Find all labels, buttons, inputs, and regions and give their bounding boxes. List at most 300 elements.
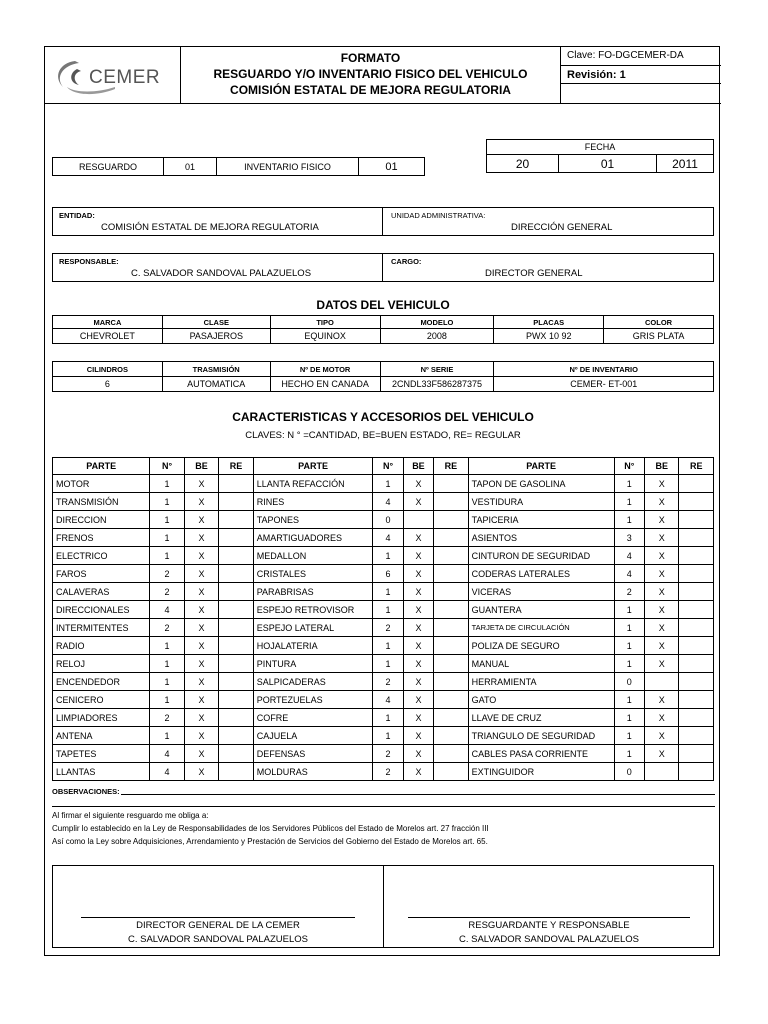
revision: Revisión: 1 xyxy=(561,66,721,85)
logo-area xyxy=(45,47,181,103)
accesorio-cell xyxy=(679,475,714,493)
accesorio-cell: 2 xyxy=(150,583,184,601)
accesorio-cell: X xyxy=(184,547,218,565)
accesorio-cell: 1 xyxy=(614,601,644,619)
table-row xyxy=(53,529,714,547)
accesorio-cell: X xyxy=(184,583,218,601)
accesorio-cell: 1 xyxy=(150,547,184,565)
accesorios-header-row xyxy=(53,458,714,475)
accesorio-cell xyxy=(219,655,253,673)
accesorio-cell xyxy=(434,673,468,691)
accesorio-cell: HOJALATERIA xyxy=(253,637,373,655)
accesorio-cell xyxy=(679,673,714,691)
signature-right-name: C. SALVADOR SANDOVAL PALAZUELOS xyxy=(458,934,640,945)
accesorio-cell: 1 xyxy=(150,673,184,691)
accesorio-cell: 4 xyxy=(150,763,184,781)
accesorios-header-numero: N° xyxy=(150,458,184,475)
clase-header: CLASE xyxy=(162,316,270,329)
fecha-label: FECHA xyxy=(487,140,714,155)
accesorio-cell: X xyxy=(184,709,218,727)
resguardo-table xyxy=(52,157,425,176)
table-row xyxy=(53,655,714,673)
table-row xyxy=(53,673,714,691)
fecha-month: 01 xyxy=(559,155,657,173)
accesorio-cell xyxy=(434,601,468,619)
accesorio-cell xyxy=(434,727,468,745)
accesorio-cell: COFRE xyxy=(253,709,373,727)
accesorio-cell: VICERAS xyxy=(468,583,614,601)
accesorio-cell: X xyxy=(403,583,433,601)
accesorio-cell xyxy=(679,691,714,709)
cilindros-value: 6 xyxy=(53,377,163,392)
accesorio-cell: 1 xyxy=(373,727,403,745)
accesorio-cell: CODERAS LATERALES xyxy=(468,565,614,583)
marca-value: CHEVROLET xyxy=(53,329,163,344)
accesorio-cell: 1 xyxy=(150,655,184,673)
vehiculo-table-2 xyxy=(52,361,714,392)
responsable-value: C. SALVADOR SANDOVAL PALAZUELOS xyxy=(131,268,312,279)
accesorio-cell: LLANTAS xyxy=(53,763,150,781)
accesorio-cell: 1 xyxy=(614,691,644,709)
legal-line-3: Así como la Ley sobre Adquisiciones, Arrendamiento y Prestación de Servicios del Gobierno del Estado de Morelos art. 65. xyxy=(52,837,488,846)
entidad-value: COMISIÓN ESTATAL DE MEJORA REGULATORIA xyxy=(101,222,319,233)
accesorio-cell: X xyxy=(403,727,433,745)
fecha-year: 2011 xyxy=(657,155,714,173)
datos-vehiculo-title: DATOS DEL VEHICULO xyxy=(316,298,450,312)
accesorio-cell: 1 xyxy=(373,601,403,619)
accesorio-cell: 0 xyxy=(373,511,403,529)
accesorio-cell xyxy=(219,619,253,637)
accesorio-cell xyxy=(434,709,468,727)
accesorio-cell: 2 xyxy=(150,565,184,583)
accesorio-cell: ELECTRICO xyxy=(53,547,150,565)
accesorio-cell: LLANTA REFACCIÓN xyxy=(253,475,373,493)
cargo-value: DIRECTOR GENERAL xyxy=(485,268,583,279)
signature-right xyxy=(384,919,714,947)
accesorio-cell: X xyxy=(645,637,679,655)
accesorio-cell: 1 xyxy=(614,619,644,637)
accesorio-cell: 1 xyxy=(373,709,403,727)
fecha-day: 20 xyxy=(487,155,559,173)
accesorios-title: CARACTERISTICAS Y ACCESORIOS DEL VEHICULO xyxy=(232,410,534,424)
accesorio-cell: X xyxy=(403,565,433,583)
color-value: GRIS PLATA xyxy=(604,329,714,344)
accesorio-cell: X xyxy=(184,493,218,511)
accesorio-cell: INTERMITENTES xyxy=(53,619,150,637)
accesorio-cell xyxy=(679,529,714,547)
accesorio-cell: X xyxy=(403,637,433,655)
accesorio-cell: 2 xyxy=(373,673,403,691)
accesorio-cell: MOLDURAS xyxy=(253,763,373,781)
accesorio-cell: X xyxy=(403,763,433,781)
logo-text: CEMER xyxy=(89,67,161,88)
accesorio-cell xyxy=(645,673,679,691)
accesorio-cell: X xyxy=(184,475,218,493)
accesorio-cell xyxy=(219,529,253,547)
accesorio-cell: X xyxy=(184,619,218,637)
resguardo-value: 01 xyxy=(164,158,217,176)
accesorio-cell: 2 xyxy=(373,763,403,781)
table-row xyxy=(53,511,714,529)
accesorio-cell xyxy=(219,511,253,529)
color-header: COLOR xyxy=(604,316,714,329)
accesorio-cell: LIMPIADORES xyxy=(53,709,150,727)
trasmision-header: TRASMISIÓN xyxy=(162,362,270,377)
accesorio-cell: TAPONES xyxy=(253,511,373,529)
inventario-label: INVENTARIO FISICO xyxy=(217,158,359,176)
accesorio-cell xyxy=(434,511,468,529)
accesorio-cell: X xyxy=(403,673,433,691)
table-row xyxy=(53,475,714,493)
table-row xyxy=(53,619,714,637)
accesorio-cell: CAJUELA xyxy=(253,727,373,745)
observaciones-line-1 xyxy=(121,794,715,795)
accesorio-cell: X xyxy=(403,619,433,637)
accesorio-cell: X xyxy=(403,691,433,709)
marca-header: MARCA xyxy=(53,316,163,329)
table-row xyxy=(53,691,714,709)
accesorio-cell xyxy=(219,673,253,691)
entidad-label: ENTIDAD: xyxy=(59,211,95,220)
accesorio-cell: ASIENTOS xyxy=(468,529,614,547)
accesorio-cell: 2 xyxy=(614,583,644,601)
trasmision-value: AUTOMATICA xyxy=(162,377,270,392)
accesorio-cell: ESPEJO RETROVISOR xyxy=(253,601,373,619)
accesorio-cell: 1 xyxy=(614,727,644,745)
accesorio-cell: 1 xyxy=(150,475,184,493)
accesorio-cell: 1 xyxy=(614,655,644,673)
accesorio-cell: MEDALLON xyxy=(253,547,373,565)
accesorio-cell xyxy=(219,763,253,781)
accesorio-cell xyxy=(219,637,253,655)
accesorio-cell: 1 xyxy=(614,493,644,511)
accesorio-cell: TAPICERIA xyxy=(468,511,614,529)
accesorio-cell: X xyxy=(645,565,679,583)
table-row xyxy=(53,583,714,601)
accesorio-cell xyxy=(434,493,468,511)
accesorio-cell: 2 xyxy=(373,745,403,763)
signature-left-name: C. SALVADOR SANDOVAL PALAZUELOS xyxy=(127,934,309,945)
header-empty-cell xyxy=(561,84,721,103)
accesorio-cell xyxy=(679,727,714,745)
accesorio-cell: 3 xyxy=(614,529,644,547)
unidad-label: UNIDAD ADMINISTRATIVA: xyxy=(391,211,486,220)
accesorio-cell xyxy=(679,763,714,781)
accesorio-cell xyxy=(679,655,714,673)
accesorio-cell: X xyxy=(645,727,679,745)
accesorio-cell: AMARTIGUADORES xyxy=(253,529,373,547)
accesorio-cell: X xyxy=(403,547,433,565)
signature-right-title: RESGUARDANTE Y RESPONSABLE xyxy=(468,920,630,931)
accesorios-header-re: RE xyxy=(679,458,714,475)
accesorio-cell: 0 xyxy=(614,763,644,781)
accesorio-cell: X xyxy=(403,475,433,493)
table-row xyxy=(53,493,714,511)
motor-value: HECHO EN CANADA xyxy=(270,377,380,392)
accesorio-cell xyxy=(679,709,714,727)
signature-line-right xyxy=(408,917,690,918)
inventario-value: 01 xyxy=(359,158,425,176)
firmas-box xyxy=(52,865,714,948)
accesorio-cell xyxy=(679,511,714,529)
observaciones-line-2 xyxy=(52,806,715,807)
accesorio-cell: X xyxy=(184,529,218,547)
accesorio-cell xyxy=(434,619,468,637)
accesorio-cell: X xyxy=(645,547,679,565)
accesorio-cell: X xyxy=(403,493,433,511)
accesorio-cell: FAROS xyxy=(53,565,150,583)
accesorio-cell: X xyxy=(403,709,433,727)
accesorio-cell: X xyxy=(645,745,679,763)
accesorio-cell: RINES xyxy=(253,493,373,511)
accesorio-cell xyxy=(434,475,468,493)
accesorio-cell: TRANSMISIÓN xyxy=(53,493,150,511)
accesorio-cell xyxy=(679,565,714,583)
responsable-box xyxy=(52,253,714,282)
accesorio-cell xyxy=(679,583,714,601)
accesorio-cell: RELOJ xyxy=(53,655,150,673)
entidad-box xyxy=(52,207,714,236)
accesorios-header-parte: PARTE xyxy=(53,458,150,475)
resguardo-label: RESGUARDO xyxy=(53,158,164,176)
accesorio-cell xyxy=(434,529,468,547)
accesorio-cell: 2 xyxy=(150,709,184,727)
claves-legend: CLAVES: N ° =CANTIDAD, BE=BUEN ESTADO, RE= REGULAR xyxy=(245,430,521,441)
accesorio-cell: 2 xyxy=(150,619,184,637)
inventario-number-value: CEMER- ET-001 xyxy=(494,377,714,392)
table-row xyxy=(53,637,714,655)
accesorio-cell: FRENOS xyxy=(53,529,150,547)
accesorio-cell: 1 xyxy=(373,475,403,493)
accesorio-cell: X xyxy=(645,655,679,673)
accesorio-cell: GUANTERA xyxy=(468,601,614,619)
accesorio-cell xyxy=(219,601,253,619)
accesorio-cell: TRIANGULO DE SEGURIDAD xyxy=(468,727,614,745)
accesorio-cell: TAPON DE GASOLINA xyxy=(468,475,614,493)
cargo-label: CARGO: xyxy=(391,257,422,266)
accesorio-cell: ANTENA xyxy=(53,727,150,745)
vehiculo-table-1 xyxy=(52,315,714,344)
accesorio-cell xyxy=(434,691,468,709)
accesorio-cell: X xyxy=(645,475,679,493)
accesorio-cell: 4 xyxy=(150,601,184,619)
accesorio-cell: 4 xyxy=(614,565,644,583)
accesorios-header-re: RE xyxy=(219,458,253,475)
accesorios-header-be: BE xyxy=(184,458,218,475)
accesorio-cell: 1 xyxy=(614,475,644,493)
accesorio-cell xyxy=(679,493,714,511)
header-line-resguardo: RESGUARDO Y/O INVENTARIO FISICO DEL VEHICULO xyxy=(213,67,528,81)
accesorio-cell xyxy=(403,511,433,529)
accesorio-cell: CENICERO xyxy=(53,691,150,709)
serie-value: 2CNDL33F586287375 xyxy=(380,377,494,392)
accesorio-cell: X xyxy=(184,763,218,781)
serie-header: Nº SERIE xyxy=(380,362,494,377)
accesorio-cell: 4 xyxy=(150,745,184,763)
accesorio-cell: POLIZA DE SEGURO xyxy=(468,637,614,655)
accesorio-cell xyxy=(679,637,714,655)
table-row xyxy=(53,601,714,619)
table-row xyxy=(53,745,714,763)
accesorio-cell xyxy=(219,727,253,745)
accesorio-cell: HERRAMIENTA xyxy=(468,673,614,691)
accesorios-header-parte: PARTE xyxy=(253,458,373,475)
accesorio-cell: 4 xyxy=(373,493,403,511)
accesorio-cell: X xyxy=(184,673,218,691)
accesorio-cell: X xyxy=(645,619,679,637)
accesorio-cell xyxy=(434,583,468,601)
accesorio-cell: 1 xyxy=(150,691,184,709)
accesorio-cell: 1 xyxy=(150,529,184,547)
accesorio-cell: X xyxy=(645,601,679,619)
signature-left-title: DIRECTOR GENERAL DE LA CEMER xyxy=(136,920,300,931)
modelo-header: MODELO xyxy=(380,316,494,329)
responsable-label: RESPONSABLE: xyxy=(59,257,119,266)
accesorio-cell xyxy=(434,763,468,781)
unidad-value: DIRECCIÓN GENERAL xyxy=(511,222,613,233)
accesorio-cell xyxy=(219,691,253,709)
accesorio-cell: SALPICADERAS xyxy=(253,673,373,691)
accesorios-header-be: BE xyxy=(403,458,433,475)
accesorios-header-be: BE xyxy=(645,458,679,475)
accesorio-cell: X xyxy=(403,529,433,547)
accesorio-cell: CRISTALES xyxy=(253,565,373,583)
accesorio-cell: X xyxy=(184,727,218,745)
accesorio-cell: 1 xyxy=(150,493,184,511)
legal-line-2: Cumplir lo establecido en la Ley de Responsabilidades de los Servidores Públicos del Estado de Morelos art. 27 fracción III xyxy=(52,824,489,833)
accesorio-cell: 1 xyxy=(150,637,184,655)
accesorio-cell: 1 xyxy=(373,637,403,655)
accesorio-cell: X xyxy=(184,655,218,673)
accesorio-cell: DIRECCIONALES xyxy=(53,601,150,619)
accesorio-cell: 1 xyxy=(614,745,644,763)
observaciones-label: OBSERVACIONES: xyxy=(52,787,120,796)
accesorio-cell: X xyxy=(184,745,218,763)
accesorio-cell: DIRECCION xyxy=(53,511,150,529)
accesorio-cell: LLAVE DE CRUZ xyxy=(468,709,614,727)
header-line-comision: COMISIÓN ESTATAL DE MEJORA REGULATORIA xyxy=(230,83,511,97)
accesorio-cell: MANUAL xyxy=(468,655,614,673)
signature-left xyxy=(53,919,383,947)
accesorio-cell: X xyxy=(184,511,218,529)
accesorio-cell: MOTOR xyxy=(53,475,150,493)
accesorio-cell: ENCENDEDOR xyxy=(53,673,150,691)
accesorio-cell: X xyxy=(403,745,433,763)
accesorio-cell xyxy=(219,565,253,583)
header-meta xyxy=(561,47,721,103)
accesorio-cell xyxy=(679,619,714,637)
accesorios-header-numero: N° xyxy=(373,458,403,475)
accesorio-cell xyxy=(219,475,253,493)
accesorio-cell xyxy=(434,547,468,565)
accesorio-cell: 1 xyxy=(150,511,184,529)
accesorio-cell xyxy=(679,745,714,763)
table-row xyxy=(53,709,714,727)
accesorio-cell xyxy=(434,745,468,763)
accesorio-cell: TARJETA DE CIRCULACIÓN xyxy=(468,619,614,637)
table-row xyxy=(53,547,714,565)
accesorio-cell: GATO xyxy=(468,691,614,709)
accesorio-cell: TAPETES xyxy=(53,745,150,763)
tipo-value: EQUINOX xyxy=(270,329,380,344)
inventario-header: Nº DE INVENTARIO xyxy=(494,362,714,377)
table-row xyxy=(53,727,714,745)
accesorio-cell: 1 xyxy=(614,709,644,727)
accesorio-cell: X xyxy=(645,691,679,709)
accesorio-cell xyxy=(434,565,468,583)
accesorio-cell: X xyxy=(645,493,679,511)
accesorio-cell: X xyxy=(403,655,433,673)
accesorio-cell: 1 xyxy=(373,547,403,565)
accesorio-cell: 4 xyxy=(373,529,403,547)
accesorio-cell: X xyxy=(645,529,679,547)
modelo-value: 2008 xyxy=(380,329,494,344)
accesorio-cell: X xyxy=(645,511,679,529)
accesorio-cell: X xyxy=(403,601,433,619)
accesorio-cell: 1 xyxy=(373,655,403,673)
accesorio-cell: CALAVERAS xyxy=(53,583,150,601)
clase-value: PASAJEROS xyxy=(162,329,270,344)
accesorio-cell xyxy=(434,655,468,673)
accesorio-cell: RADIO xyxy=(53,637,150,655)
signature-line-left xyxy=(81,917,355,918)
placas-header: PLACAS xyxy=(494,316,604,329)
header-line-formato: FORMATO xyxy=(340,51,401,65)
legal-line-1: Al firmar el siguiente resguardo me obliga a: xyxy=(52,811,209,820)
accesorio-cell: 6 xyxy=(373,565,403,583)
accesorio-cell: X xyxy=(184,565,218,583)
accesorio-cell: PARABRISAS xyxy=(253,583,373,601)
header-title xyxy=(181,47,561,103)
accesorio-cell xyxy=(434,637,468,655)
accesorio-cell: PORTEZUELAS xyxy=(253,691,373,709)
accesorio-cell: 4 xyxy=(373,691,403,709)
accesorio-cell: X xyxy=(184,637,218,655)
accesorio-cell: 1 xyxy=(150,727,184,745)
accesorio-cell: 1 xyxy=(614,511,644,529)
accesorio-cell xyxy=(219,493,253,511)
clave-code: Clave: FO-DGCEMER-DA xyxy=(561,47,721,66)
accesorio-cell xyxy=(679,601,714,619)
accesorios-header-re: RE xyxy=(434,458,468,475)
table-row xyxy=(53,763,714,781)
accesorio-cell: X xyxy=(184,691,218,709)
accesorio-cell xyxy=(219,709,253,727)
accesorios-table xyxy=(52,457,714,781)
accesorio-cell: 4 xyxy=(614,547,644,565)
cilindros-header: CILINDROS xyxy=(53,362,163,377)
table-row xyxy=(53,565,714,583)
accesorio-cell: EXTINGUIDOR xyxy=(468,763,614,781)
accesorio-cell xyxy=(645,763,679,781)
accesorio-cell: X xyxy=(645,709,679,727)
accesorio-cell: 1 xyxy=(614,637,644,655)
accesorio-cell: 2 xyxy=(373,619,403,637)
accesorio-cell xyxy=(219,583,253,601)
accesorio-cell: X xyxy=(184,601,218,619)
document-page xyxy=(44,46,720,956)
accesorio-cell: 1 xyxy=(373,583,403,601)
accesorios-header-parte: PARTE xyxy=(468,458,614,475)
accesorios-header-numero: N° xyxy=(614,458,644,475)
placas-value: PWX 10 92 xyxy=(494,329,604,344)
accesorio-cell: CINTURON DE SEGURIDAD xyxy=(468,547,614,565)
accesorio-cell: X xyxy=(645,583,679,601)
motor-header: Nº DE MOTOR xyxy=(270,362,380,377)
accesorio-cell: 0 xyxy=(614,673,644,691)
accesorio-cell: PINTURA xyxy=(253,655,373,673)
accesorio-cell xyxy=(219,547,253,565)
